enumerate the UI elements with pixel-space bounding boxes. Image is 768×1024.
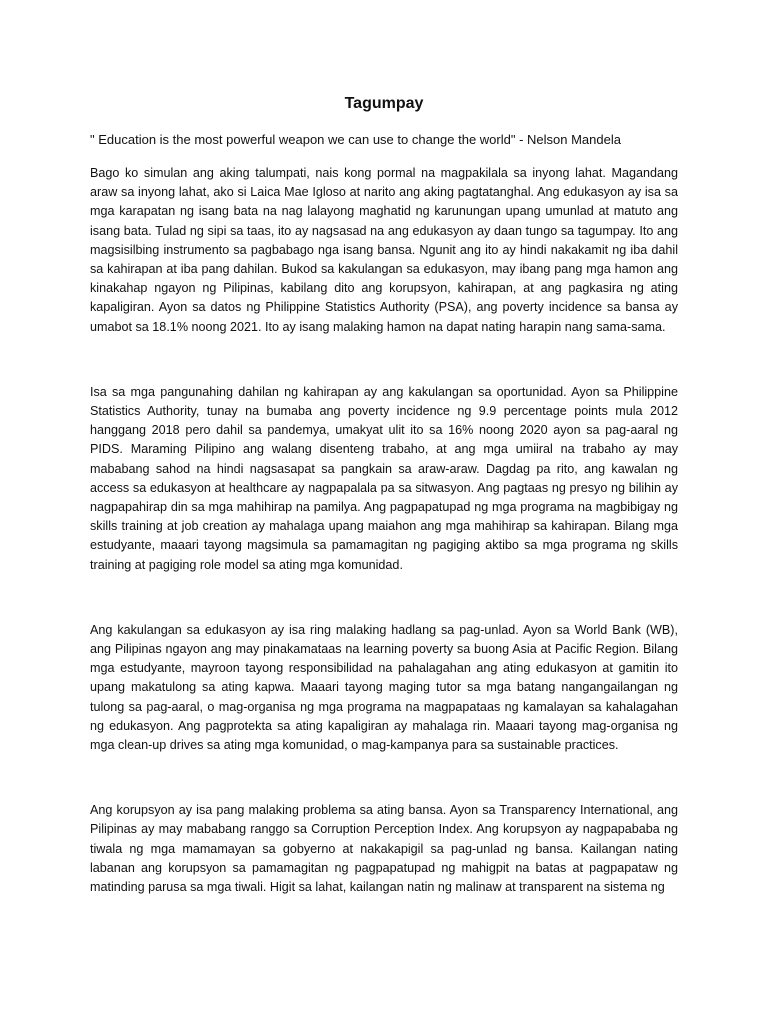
paragraph-corruption: Ang korupsyon ay isa pang malaking problema sa ating bansa. Ayon sa Transparency International, ang Pilipinas ay may mababang ranggo sa Corruption Perception Index. Ang korupsyon ay nagpapababa ng tiwala ng mga mamamayan sa gobyerno at nakakapigil sa pag-unlad ng bansa. Kailangan nating labanan ang korupsyon sa pamamagitan ng pagpapatupad ng mahigpit na batas at pagpapataw ng matinding parusa sa mga tiwali. Higit sa lahat, kailangan natin ng malinaw at transparent na sistema ng <box>90 803 678 895</box>
paragraph-introduction: Bago ko simulan ang aking talumpati, nais kong pormal na magpakilala sa inyong lahat. Magandang araw sa inyong lahat, ako si Laica Mae Igloso at narito ang aking pagtatanghal. Ang edukasyon ay isa sa mga karapatan ng isang bata na nag lalayong maghatid ng karunungan upang umunlad at matuto ang isang bata. Tulad ng sipi sa taas, ito ay nagsasad na ang edukasyon ay daan tungo sa tagumpay. Ito ang magsisilbing instrumento sa pagbabago nga isang bansa. Ngunit ang ito ay hindi nakakamit ng iba dahil sa kahirapan at iba pang dahilan. Bukod sa kakulangan sa edukasyon, may ibang pang mga hamon ang kinakahap ngayon ng Pilipinas, kabilang dito ang korupsyon, kahirapan, at ang pagkasira ng ating kapaligiran. Ayon sa datos ng Philippine Statistics Authority (PSA), ang poverty incidence sa bansa ay umabot sa 18.1% noong 2021. Ito ay isang malaking hamon na dapat nating harapin nang sama-sama. <box>90 166 678 334</box>
document-title: Tagumpay <box>344 95 424 112</box>
paragraph-poverty: Isa sa mga pangunahing dahilan ng kahirapan ay ang kakulangan sa oportunidad. Ayon sa Philippine Statistics Authority, tunay na bumaba ang poverty incidence ng 9.9 percentage points mula 2012 hanggang 2018 pero dahil sa pandemya, umakyat ulit ito sa 16% noong 2020 ayon sa pag-aaral ng PIDS. Maraming Pilipino ang walang disenteng trabaho, at ang mga umiiral na trabaho ay may mababang sahod na hindi nagsasapat sa pangkain sa araw-araw. Dagdag pa rito, ang kawalan ng access sa edukasyon at healthcare ay nagpapalala pa sa sitwasyon. Ang pagtaas ng presyo ng bilihin ay nagpapahirap din sa mga mahihirap na pamilya. Ang pagpapatupad ng mga programa na magbibigay ng skills training at job creation ay mahalaga upang maiahon ang mga mahihirap sa kahirapan. Bilang mga estudyante, maaari tayong magsimula sa pamamagitan ng pagiging aktibo sa mga programa ng skills training at pagiging role model sa ating mga komunidad. <box>90 384 678 572</box>
paragraph-education: Ang kakulangan sa edukasyon ay isa ring malaking hadlang sa pag-unlad. Ayon sa World Bank (WB), ang Pilipinas ngayon ang may pinakamataas na learning poverty sa buong Asia at Pacific Region. Bilang mga estudyante, mayroon tayong responsibilidad na pahalagahan ang ating edukasyon at gamitin ito upang makatulong sa ating kapwa. Maaari tayong maging tutor sa mga batang nangangailangan ng tulong sa pag-aaral, o mag-organisa ng mga programa na magpapataas ng kamalayan sa kahalagahan ng edukasyon. Ang pagprotekta sa ating kapaligiran ay mahalaga rin. Maaari tayong mag-organisa ng mga clean-up drives sa ating mga komunidad, o mag-kampanya para sa sustainable practices. <box>90 622 678 753</box>
epigraph-quote: " Education is the most powerful weapon we can use to change the world" - Nelson Mandela <box>90 132 621 147</box>
